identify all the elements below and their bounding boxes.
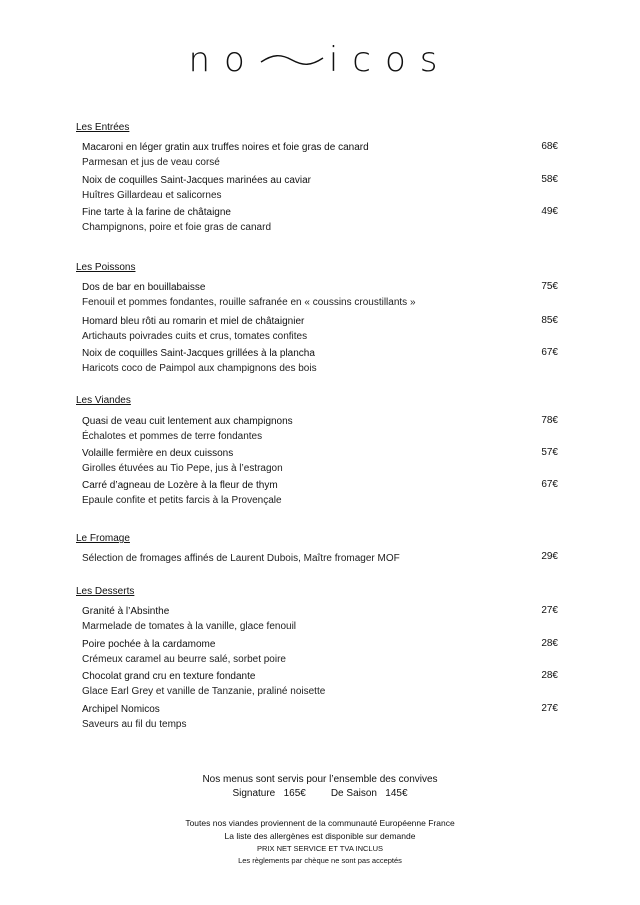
menu-item (82, 174, 558, 203)
menu-item (82, 447, 558, 476)
menu-item (82, 479, 558, 508)
prix-note: PRIX NET SERVICE ET TVA INCLUS (256, 844, 383, 853)
item-desc: Marmelade de tomates à la vanille, glace fenouil (82, 621, 297, 632)
item-name: Noix de coquilles Saint-Jacques grillées à la plancha (82, 348, 315, 359)
item-price: 27€ (541, 605, 558, 616)
item-name: Volaille fermière en deux cuissons (82, 448, 234, 459)
menu-item (82, 670, 558, 699)
item-name: Homard bleu rôti au romarin et miel de châtaignier (82, 316, 305, 327)
menu-item (82, 206, 558, 235)
allergens-note: La liste des allergènes est disponible sur demande (224, 831, 416, 841)
item-name: Granité à l’Absinthe (82, 606, 170, 617)
wave-icon (259, 52, 325, 68)
item-price: 67€ (541, 479, 558, 490)
legal-notes (0, 817, 640, 867)
menu-item (82, 315, 558, 344)
section-title-entrees: Les Entrées (76, 122, 130, 133)
menu-item (82, 638, 558, 667)
item-price: 75€ (541, 281, 558, 292)
item-price: 27€ (541, 703, 558, 714)
item-price: 57€ (541, 447, 558, 458)
item-desc: Échalotes et pommes de terre fondantes (82, 431, 263, 442)
menus-prices: Signature 165€ De Saison 145€ (232, 788, 408, 799)
item-name: Chocolat grand cru en texture fondante (82, 671, 256, 682)
item-desc: Fenouil et pommes fondantes, rouille safranée en « coussins croustillants » (82, 297, 416, 308)
menus-note-text: Nos menus sont servis pour l’ensemble des convives (202, 774, 438, 785)
menu-item (82, 347, 558, 376)
item-name: Archipel Nomicos (82, 704, 160, 715)
item-desc: Crémeux caramel au beurre salé, sorbet poire (82, 654, 286, 665)
item-price: 68€ (541, 141, 558, 152)
item-price: 78€ (541, 415, 558, 426)
item-price: 49€ (541, 206, 558, 217)
item-price: 58€ (541, 174, 558, 185)
section-title-poissons: Les Poissons (76, 262, 136, 273)
item-desc: Epaule confite et petits farcis à la Provençale (82, 495, 282, 506)
item-desc: Parmesan et jus de veau corsé (82, 157, 220, 168)
item-name: Dos de bar en bouillabaisse (82, 282, 206, 293)
item-desc: Haricots coco de Paimpol aux champignons des bois (82, 363, 317, 374)
restaurant-logo (0, 40, 640, 80)
origin-note: Toutes nos viandes proviennent de la communauté Européenne France (185, 818, 455, 828)
item-price: 85€ (541, 315, 558, 326)
item-name: Noix de coquilles Saint-Jacques marinées au caviar (82, 175, 312, 186)
menus-note (0, 773, 640, 801)
item-price: 29€ (541, 551, 558, 562)
section-title-fromage: Le Fromage (76, 533, 130, 544)
menu-item (82, 281, 558, 310)
item-desc: Girolles étuvées au Tio Pepe, jus à l’estragon (82, 463, 283, 474)
item-price: 28€ (541, 638, 558, 649)
item-desc: Sélection de fromages affinés de Laurent Dubois, Maître fromager MOF (82, 553, 400, 564)
item-desc: Glace Earl Grey et vanille de Tanzanie, praliné noisette (82, 686, 326, 697)
logo-left: no (188, 40, 259, 80)
menu-item (82, 141, 558, 170)
menu-item (82, 551, 558, 566)
item-desc: Champignons, poire et foie gras de canard (82, 222, 272, 233)
menu-item (82, 415, 558, 444)
logo-right: icos (328, 40, 452, 80)
section-title-viandes: Les Viandes (76, 395, 131, 406)
item-name: Macaroni en léger gratin aux truffes noires et foie gras de canard (82, 142, 369, 153)
item-name: Quasi de veau cuit lentement aux champignons (82, 416, 293, 427)
menu-item (82, 605, 558, 634)
cheque-note: Les règlements par chèque ne sont pas acceptés (238, 856, 402, 865)
menu-item (82, 703, 558, 732)
section-title-desserts: Les Desserts (76, 586, 135, 597)
item-name: Carré d’agneau de Lozère à la fleur de thym (82, 480, 278, 491)
item-name: Fine tarte à la farine de châtaigne (82, 207, 231, 218)
item-price: 28€ (541, 670, 558, 681)
item-price: 67€ (541, 347, 558, 358)
item-name: Poire pochée à la cardamome (82, 639, 216, 650)
item-desc: Artichauts poivrades cuits et crus, tomates confites (82, 331, 308, 342)
item-desc: Saveurs au fil du temps (82, 719, 187, 730)
item-desc: Huîtres Gillardeau et salicornes (82, 190, 222, 201)
